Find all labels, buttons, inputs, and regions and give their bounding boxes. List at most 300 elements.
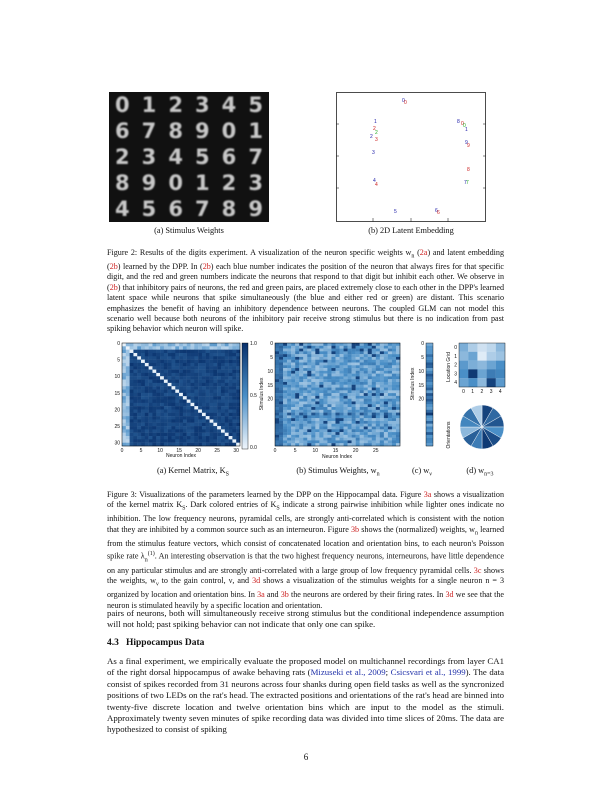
stim-cell (392, 360, 396, 363)
location-cell (459, 343, 468, 352)
stim-cell (368, 357, 372, 360)
kernel-cell (221, 429, 225, 433)
kernel-cell (210, 346, 214, 350)
stim-cell (372, 379, 376, 382)
kernel-cell (141, 393, 145, 397)
kernel-cell (141, 360, 145, 364)
kernel-cell (141, 399, 145, 403)
stim-cell (380, 382, 384, 385)
stim-cell (331, 362, 335, 365)
stim-cell (275, 385, 279, 388)
kernel-cell (210, 406, 214, 410)
kernel-cell (175, 363, 179, 367)
stim-cell (299, 410, 303, 413)
stim-cell (372, 390, 376, 393)
stim-cell (340, 379, 344, 382)
stim-cell (275, 410, 279, 413)
stim-cell (319, 396, 323, 399)
digit-cell: 8 (168, 119, 183, 143)
location-cell (487, 352, 496, 361)
kernel-cell (152, 439, 156, 443)
kernel-cell (183, 360, 187, 364)
kernel-cell (149, 363, 153, 367)
stim-cell (315, 415, 319, 418)
fig2-caption-fragment[interactable]: 2a (419, 248, 428, 257)
kernel-cell (183, 416, 187, 420)
kernel-ytick: 20 (114, 407, 120, 414)
kernel-cell (202, 373, 206, 377)
fig3-caption-fragment[interactable]: 3a (423, 490, 432, 499)
kernel-cell (141, 439, 145, 443)
stim-cell (348, 404, 352, 407)
stim-cell (340, 393, 344, 396)
stim-cell (340, 376, 344, 379)
stim-cell (291, 399, 295, 402)
kernel-cell (145, 366, 149, 370)
stim-cell (279, 376, 283, 379)
stim-cell (344, 349, 348, 352)
svg-text:0: 0 (463, 123, 466, 129)
kernel-cell (141, 376, 145, 380)
kernel-cell (156, 386, 160, 390)
stim-cell (380, 404, 384, 407)
stim-cell (315, 410, 319, 413)
wv-cell (426, 346, 433, 349)
kernel-cell (198, 429, 202, 433)
stim-cell (380, 379, 384, 382)
stim-cell (384, 343, 388, 346)
fig3-caption-fragment[interactable]: 3d (445, 590, 454, 600)
kernel-cell (130, 343, 134, 347)
kernel-cell (145, 443, 149, 447)
fig2b-caption: (b) 2D Latent Embedding (368, 226, 454, 235)
kernel-cell (232, 350, 236, 354)
stim-cell (275, 343, 279, 346)
stim-cell (384, 435, 388, 438)
kernel-cell (164, 423, 168, 427)
stim-cell (295, 362, 299, 365)
kernel-cell (187, 443, 191, 447)
stim-cell (352, 404, 356, 407)
stim-cell (327, 388, 331, 391)
stim-cell (291, 393, 295, 396)
stim-cell (396, 396, 400, 399)
stim-cell (384, 357, 388, 360)
kernel-cell (126, 363, 130, 367)
kernel-cell (137, 373, 141, 377)
stim-cell (348, 399, 352, 402)
stim-cell (307, 410, 311, 413)
stim-cell (299, 382, 303, 385)
stim-cell (388, 438, 392, 441)
location-cell (496, 352, 505, 361)
stim-cell (327, 427, 331, 430)
kernel-cell (206, 403, 210, 407)
kernel-cell (194, 439, 198, 443)
stim-cell (356, 368, 360, 371)
kernel-cell (122, 436, 126, 440)
kernel-cell (187, 360, 191, 364)
stim-cell (372, 399, 376, 402)
stim-cell (331, 346, 335, 349)
fig3-caption-fragment: (1) (147, 551, 155, 558)
kernel-cell (164, 433, 168, 437)
kernel-cell (160, 353, 164, 357)
stim-cell (356, 427, 360, 430)
stim-cell (327, 421, 331, 424)
kernel-cell (137, 370, 141, 374)
stim-cell (291, 371, 295, 374)
kernel-cell (210, 376, 214, 380)
stim-cell (295, 388, 299, 391)
location-cell (468, 369, 477, 378)
kernel-cell (164, 353, 168, 357)
stim-cell (348, 438, 352, 441)
stim-cell (303, 357, 307, 360)
stim-cell (291, 404, 295, 407)
stim-cell (295, 427, 299, 430)
location-cell (487, 378, 496, 387)
stim-cell (311, 379, 315, 382)
fig3b-caption-text: (b) Stimulus Weights, w (296, 466, 377, 475)
stim-cell (388, 354, 392, 357)
stim-cell (299, 432, 303, 435)
kernel-cell (126, 406, 130, 410)
kernel-cell (156, 403, 160, 407)
stim-cell (279, 432, 283, 435)
stim-cell (368, 368, 372, 371)
stim-cell (327, 424, 331, 427)
stim-cell (348, 351, 352, 354)
kernel-cell (156, 406, 160, 410)
kernel-cell (171, 380, 175, 384)
kernel-cell (217, 439, 221, 443)
kernel-cell (221, 423, 225, 427)
stim-cell (279, 393, 283, 396)
para2-fragment[interactable]: Csicsvari et al., 1999 (390, 667, 466, 678)
kernel-cell (175, 426, 179, 430)
stim-cell (340, 410, 344, 413)
kernel-cell (160, 439, 164, 443)
location-cell (459, 378, 468, 387)
kernel-cell (130, 423, 134, 427)
stim-cell (335, 413, 339, 416)
kernel-cell (171, 370, 175, 374)
stim-cell (364, 343, 368, 346)
stim-cell (275, 435, 279, 438)
fig3-caption-fragment[interactable]: 3a (257, 590, 265, 600)
stim-cell (376, 410, 380, 413)
fig2-caption-fragment: ( (414, 248, 420, 257)
fig3-caption-fragment[interactable]: 3d (252, 576, 261, 586)
stim-cell (384, 424, 388, 427)
stim-cell (303, 393, 307, 396)
stim-cell (291, 396, 295, 399)
para1-text: pairs of neurons, both will simultaneously receive strong stimulus but the conditional independence assumption will not hold; past spiking behavior can not indicate that only one can spike. (107, 608, 504, 630)
kernel-cell (210, 413, 214, 417)
kernel-cell (217, 380, 221, 384)
kernel-cell (133, 413, 137, 417)
stim-cell (340, 424, 344, 427)
kernel-cell (210, 353, 214, 357)
stim-cell (364, 362, 368, 365)
kernel-cell (191, 386, 195, 390)
stim-cell (295, 343, 299, 346)
kernel-cell (179, 413, 183, 417)
fig3-caption-fragment[interactable]: 3b (280, 590, 289, 600)
colorbar-tick: 0.0 (250, 445, 257, 451)
stim-cell (319, 399, 323, 402)
kernel-cell (175, 406, 179, 410)
body-paragraph-2 (107, 656, 504, 736)
stim-cell (380, 438, 384, 441)
stim-cell (368, 396, 372, 399)
stim-cell (352, 429, 356, 432)
stim-cell (364, 385, 368, 388)
stim-cell (392, 396, 396, 399)
kernel-cell (133, 433, 137, 437)
kernel-cell (232, 353, 236, 357)
fig3-caption-fragment: and (264, 590, 281, 600)
digit-cell: 9 (195, 119, 210, 143)
stim-cell (392, 435, 396, 438)
kernel-cell (191, 376, 195, 380)
kernel-cell (221, 416, 225, 420)
stim-cell (360, 351, 364, 354)
kernel-cell (221, 360, 225, 364)
stim-cell (295, 351, 299, 354)
kernel-cell (149, 366, 153, 370)
kernel-cell (171, 443, 175, 447)
kernel-cell (122, 406, 126, 410)
digit-cell: 5 (141, 197, 157, 221)
kernel-cell (179, 386, 183, 390)
kernel-cell (149, 393, 153, 397)
kernel-cell (236, 386, 240, 390)
fig3-caption-fragment[interactable]: 3c (473, 565, 482, 575)
kernel-cell (175, 356, 179, 360)
stim-cell (384, 418, 388, 421)
kernel-cell (229, 423, 233, 427)
stim-cell (388, 362, 392, 365)
fig2-caption-fragment[interactable]: 2b (109, 282, 118, 292)
stim-cell (364, 349, 368, 352)
stim-cell (331, 427, 335, 430)
stim-cell (335, 374, 339, 377)
stim-cell (368, 407, 372, 410)
kernel-cell (229, 380, 233, 384)
stim-cell (299, 429, 303, 432)
kernel-cell (179, 346, 183, 350)
fig3d-caption-sub: n=3 (484, 471, 494, 478)
stim-cell (327, 396, 331, 399)
stim-cell (344, 354, 348, 357)
kernel-cell (229, 386, 233, 390)
stim-cell (319, 379, 323, 382)
stim-cell (283, 435, 287, 438)
stim-cell (388, 401, 392, 404)
kernel-cell (229, 439, 233, 443)
stim-cell (295, 407, 299, 410)
kernel-cell (225, 356, 229, 360)
kernel-cell (210, 403, 214, 407)
stim-cell (368, 393, 372, 396)
stim-cell (323, 346, 327, 349)
stim-cell (295, 401, 299, 404)
kernel-cell (206, 429, 210, 433)
stim-cell (376, 404, 380, 407)
stim-cell (283, 424, 287, 427)
stim-cell (360, 421, 364, 424)
stim-cell (303, 382, 307, 385)
kernel-cell (202, 426, 206, 430)
stim-cell (360, 432, 364, 435)
kernel-cell (191, 406, 195, 410)
wv-cell (426, 354, 433, 357)
kernel-cell (137, 380, 141, 384)
kernel-cell (171, 376, 175, 380)
location-cell (477, 361, 486, 370)
stim-cell (295, 393, 299, 396)
stim-cell (396, 393, 400, 396)
kernel-cell (164, 416, 168, 420)
stim-cell (360, 413, 364, 416)
stim-cell (372, 407, 376, 410)
para2-fragment[interactable]: Mizuseki et al., 2009 (310, 667, 386, 678)
stim-cell (279, 396, 283, 399)
kernel-cell (206, 393, 210, 397)
stim-cell (360, 415, 364, 418)
kernel-cell (145, 350, 149, 354)
stim-cell (340, 401, 344, 404)
stim-cell (275, 362, 279, 365)
stim-cell (323, 379, 327, 382)
stim-cell (283, 401, 287, 404)
kernel-cell (145, 386, 149, 390)
stim-cell (299, 435, 303, 438)
kernel-cell (232, 413, 236, 417)
stim-cell (303, 401, 307, 404)
location-ytick: 0 (454, 345, 457, 351)
stim-cell (364, 410, 368, 413)
stim-cell (335, 360, 339, 363)
stim-cell (392, 407, 396, 410)
kernel-cell (137, 366, 141, 370)
stim-cell (279, 388, 283, 391)
stim-cell (303, 388, 307, 391)
stim-cell (311, 365, 315, 368)
kernel-cell (191, 436, 195, 440)
stim-cell (360, 401, 364, 404)
stim-cell (376, 351, 380, 354)
stim-cell (368, 390, 372, 393)
kernel-cell (145, 356, 149, 360)
wv-cell (426, 365, 433, 368)
stim-cell (348, 432, 352, 435)
kernel-cell (217, 413, 221, 417)
stim-cell (352, 385, 356, 388)
stim-cell (368, 421, 372, 424)
stim-cell (319, 404, 323, 407)
kernel-cell (210, 443, 214, 447)
stim-cell (348, 368, 352, 371)
stim-cell (384, 438, 388, 441)
page-number: 6 (303, 752, 309, 762)
stim-cell (287, 407, 291, 410)
kernel-cell (232, 409, 236, 413)
kernel-cell (210, 416, 214, 420)
stim-cell (279, 354, 283, 357)
wv-cell (426, 349, 433, 352)
stim-cell (295, 424, 299, 427)
stim-cell (396, 404, 400, 407)
kernel-cell (152, 426, 156, 430)
stim-cell (392, 351, 396, 354)
kernel-cell (126, 409, 130, 413)
stim-cell (380, 360, 384, 363)
stim-cell (287, 432, 291, 435)
fig3-caption (107, 490, 504, 611)
kernel-cell (179, 399, 183, 403)
fig3b-caption-sub: n (376, 471, 380, 478)
kernel-cell (168, 343, 172, 347)
kernel-cell (213, 396, 217, 400)
stim-cell (287, 362, 291, 365)
kernel-cell (156, 439, 160, 443)
stim-cell (344, 399, 348, 402)
para2-fragment: ; (385, 667, 391, 678)
kernel-cell (187, 409, 191, 413)
kernel-cell (213, 376, 217, 380)
stim-cell (323, 388, 327, 391)
kernel-cell (137, 363, 141, 367)
kernel-cell (160, 383, 164, 387)
wv-cell (426, 399, 433, 402)
kernel-cell (198, 356, 202, 360)
kernel-cell (164, 429, 168, 433)
kernel-cell (221, 380, 225, 384)
kernel-cell (152, 383, 156, 387)
kernel-cell (191, 409, 195, 413)
stim-cell (396, 362, 400, 365)
kernel-cell (137, 423, 141, 427)
kernel-cell (126, 383, 130, 387)
stim-cell (299, 415, 303, 418)
kernel-cell (187, 366, 191, 370)
fig2-caption-fragment[interactable]: 2b (202, 262, 211, 272)
stim-cell (364, 371, 368, 374)
kernel-cell (156, 390, 160, 394)
stim-cell (368, 365, 372, 368)
kernel-cell (141, 380, 145, 384)
kernel-cell (183, 439, 187, 443)
fig2-caption-fragment[interactable]: 2b (109, 262, 118, 272)
kernel-cell (213, 346, 217, 350)
fig3-caption-fragment[interactable]: 3b (350, 524, 360, 534)
stim-cell (372, 418, 376, 421)
kernel-cell (168, 426, 172, 430)
kernel-cell (236, 380, 240, 384)
wv-cell (426, 368, 433, 371)
stim-cell (319, 343, 323, 346)
svg-text:2: 2 (375, 130, 378, 136)
kernel-cell (152, 343, 156, 347)
stim-cell (291, 362, 295, 365)
stim-cell (283, 438, 287, 441)
stim-cell (344, 379, 348, 382)
location-cell (468, 361, 477, 370)
stim-cell (295, 404, 299, 407)
